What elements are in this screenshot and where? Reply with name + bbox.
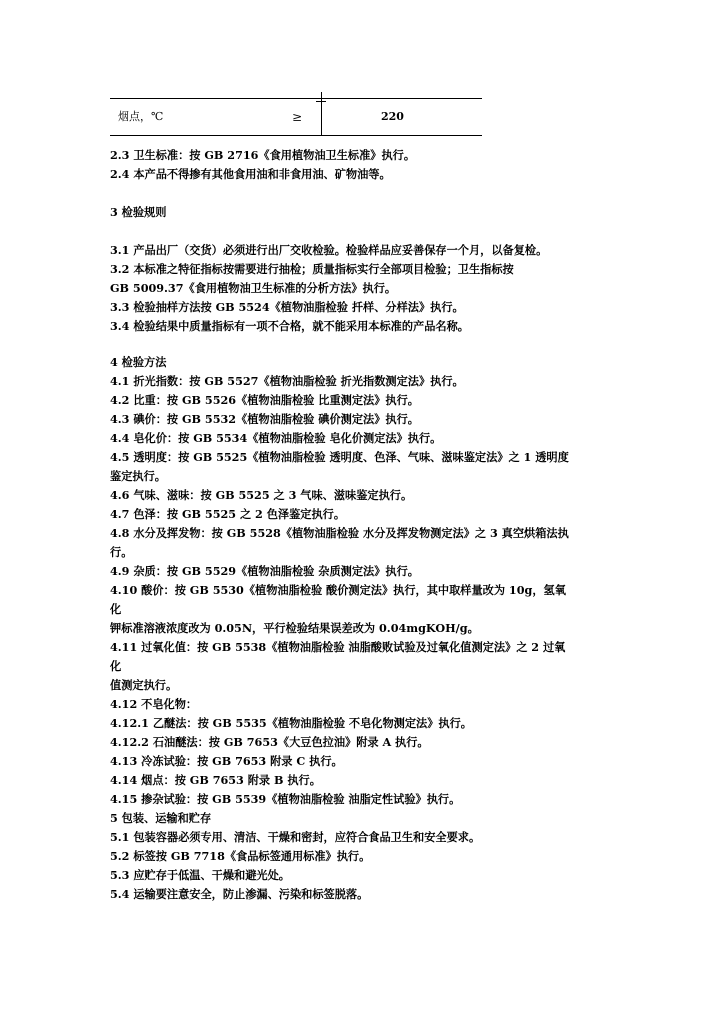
text-line: 5.1 包装容器必须专用、清洁、干燥和密封，应符合食品卫生和安全要求。	[110, 830, 481, 844]
text-line: 4.1 折光指数：按 GB 5527《植物油脂检验 折光指数测定法》执行。	[110, 374, 464, 388]
text-line: 3.2 本标准之特征指标按需要进行抽检；质量指标实行全部项目检验；卫生指标按	[110, 262, 514, 276]
text-line: 4.9 杂质：按 GB 5529《植物油脂检验 杂质测定法》执行。	[110, 564, 419, 578]
table-operator: ≥	[292, 110, 303, 124]
table-item-smoke-point: 烟点，℃	[118, 110, 164, 123]
section-heading: 5 包装、运输和贮存	[110, 811, 212, 825]
text-line: 4.11 过氧化值：按 GB 5538《植物油脂检验 油脂酸败试验及过氧化值测定法》之 2 过氧	[110, 640, 566, 654]
text-line: 化	[110, 602, 122, 616]
text-line: 5.3 应贮存于低温、干燥和避光处。	[110, 868, 290, 882]
text-line: 3.1 产品出厂（交货）必须进行出厂交收检验。检验样品应妥善保存一个月，以备复检。	[110, 243, 548, 257]
text-line: 4.7 色泽：按 GB 5525 之 2 色泽鉴定执行。	[110, 507, 346, 521]
section-heading: 3 检验规则	[110, 205, 167, 219]
text-line: 5.4 运输要注意安全，防止渗漏、污染和标签脱落。	[110, 887, 369, 901]
text-line: 4.14 烟点：按 GB 7653 附录 B 执行。	[110, 773, 321, 787]
text-line: 4.5 透明度：按 GB 5525《植物油脂检验 透明度、色泽、气味、滋味鉴定法》之 1 透明度	[110, 450, 569, 464]
text-line: 化	[110, 659, 122, 673]
text-line: 4.4 皂化价：按 GB 5534《植物油脂检验 皂化价测定法》执行。	[110, 431, 442, 445]
spec-table-fragment	[110, 94, 482, 136]
text-line: 4.12.1 乙醚法：按 GB 5535《植物油脂检验 不皂化物测定法》执行。	[110, 716, 472, 730]
text-line: 行。	[110, 545, 133, 559]
table-value: 220	[381, 110, 404, 123]
text-line: 4.12 不皂化物：	[110, 697, 198, 711]
text-line: 钾标准溶液浓度改为 0.05N，平行检验结果误差改为 0.04mgKOH/g。	[110, 621, 479, 635]
text-line: 4.3 碘价：按 GB 5532《植物油脂检验 碘价测定法》执行。	[110, 412, 419, 426]
text-line: 4.2 比重：按 GB 5526《植物油脂检验 比重测定法》执行。	[110, 393, 419, 407]
text-line: 5.2 标签按 GB 7718《食品标签通用标准》执行。	[110, 849, 371, 863]
text-line: 3.3 检验抽样方法按 GB 5524《植物油脂检验 扦样、分样法》执行。	[110, 300, 464, 314]
text-line: 4.8 水分及挥发物：按 GB 5528《植物油脂检验 水分及挥发物测定法》之 3 真空烘箱法执	[110, 526, 569, 540]
text-line: 2.4 本产品不得掺有其他食用油和非食用油、矿物油等。	[110, 167, 391, 181]
text-line: GB 5009.37《食用植物油卫生标准的分析方法》执行。	[110, 281, 397, 295]
text-line: 3.4 检验结果中质量指标有一项不合格，就不能采用本标准的产品名称。	[110, 319, 469, 333]
text-line: 鉴定执行。	[110, 469, 166, 483]
table-column-divider	[321, 92, 322, 136]
section-heading: 4 检验方法	[110, 355, 167, 369]
table-bottom-rule	[110, 135, 482, 136]
text-line: 4.10 酸价：按 GB 5530《植物油脂检验 酸价测定法》执行，其中取样量改为 10g，氢氧	[110, 583, 566, 597]
text-line: 4.12.2 石油醚法：按 GB 7653《大豆色拉油》附录 A 执行。	[110, 735, 429, 749]
table-top-rule	[110, 98, 482, 99]
text-line: 值测定执行。	[110, 678, 178, 692]
text-line: 2.3 卫生标准：按 GB 2716《食用植物油卫生标准》执行。	[110, 148, 416, 162]
table-divider-tick	[316, 101, 326, 102]
text-line: 4.6 气味、滋味：按 GB 5525 之 3 气味、滋味鉴定执行。	[110, 488, 413, 502]
text-line: 4.15 掺杂试验：按 GB 5539《植物油脂检验 油脂定性试验》执行。	[110, 792, 461, 806]
text-line: 4.13 冷冻试验：按 GB 7653 附录 C 执行。	[110, 754, 343, 768]
